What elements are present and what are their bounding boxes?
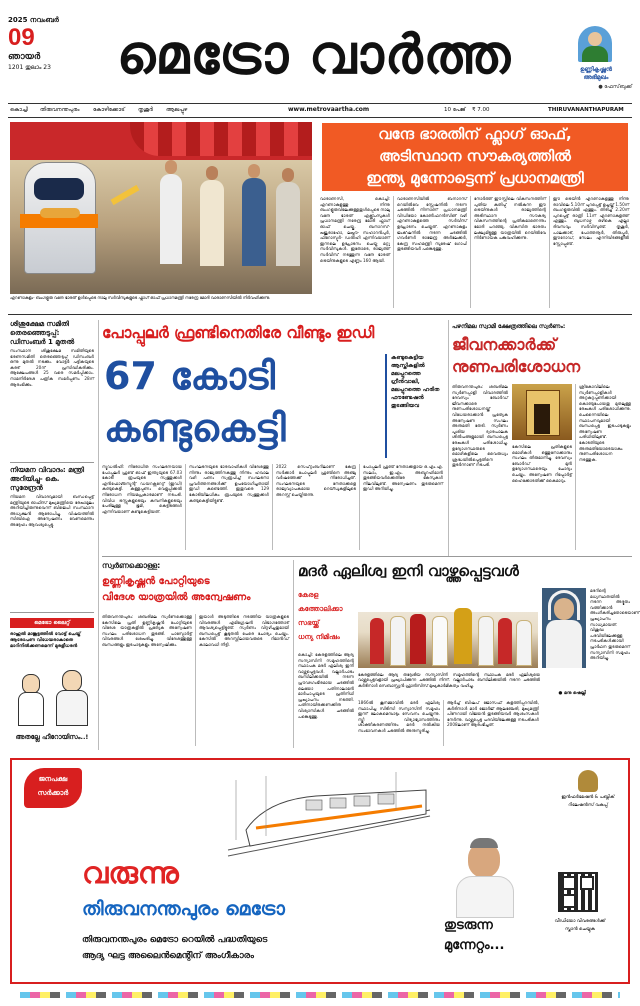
lead-headline xyxy=(322,123,628,191)
lead-body-col3: നോര്‍ത്ത് ഈസ്റ്റിലെ വികസനത്തിന് പുതിയ കുതിപ്പ് നൽകുന്ന ഈ ട്രെയിനുകൾ രാജ്യത്തിന്റെ അടിസ്ഥാന സൗകര്യ വികസനത്തിന്റെ പ്രതീകമാണെന്നും മോദി പറഞ്ഞു. വികസിത ഭാരതം ലക്ഷ്യമിട്ടുള്ള യാത്രയിൽ റെയിൽവേ നിർണായക പങ്കുവഹിക്കുന്നു. xyxy=(474,196,546,241)
aleesha-body-col3: ആർച്ച് ബിഷപ് ജോസഫ് കളത്തിപ്പറമ്പിൽ, കർദിനാൾ മാർ ജോർജ് ആലഞ്ചേരി, മുഖ്യമന്ത്രി പിണറായി വിജയൻ തുടങ്ങിയവർ ആശംസകൾ നേർന്നു. വാഴ്ത്തപ്പെട്ട പദവിയിലേക്കുള്ള നടപടികൾ 2008ലാണ് ആരംഭിച്ചത്. xyxy=(447,700,539,728)
aleesha-photo xyxy=(358,588,538,668)
swarna-body-col1: തിരുവനന്തപുരം: ശബരിമല സ്വർണക്കൊള്ള കേസിലെ പ്രതി ഉണ്ണികൃഷ്ണൻ പോറ്റിയുടെ വിദേശ യാത്രകളിൽ പ്രത്യേക അന്വേഷണ സംഘം പരിശോധന തുടങ്ങി. പാസ്പോർട്ട് വിവരങ്ങൾ ശേഖരിച്ചു. വിദേശത്തുള്ള ബന്ധങ്ങളും ഇടപാടുകളും അന്വേഷിക്കും. xyxy=(102,614,192,647)
city: THIRUVANANTHAPURAM xyxy=(548,107,624,113)
malayalam-date: 1201 തുലാം 23 xyxy=(8,64,51,71)
weekday: ഞായർ xyxy=(8,52,41,62)
advert-line2: തിരുവനന്തപുരം മെട്രോ xyxy=(82,898,285,920)
masthead-title: മെട്രോ വാർത്ത xyxy=(116,23,512,86)
aleesha-sub-line2: കത്തോലിക്കാ xyxy=(298,605,343,613)
qr-code[interactable] xyxy=(558,872,598,912)
sabarimala-body-col1: തിരുവനന്തപുരം: ശബരിമല സ്വർണപ്പാളി വിവാദത്തിൽ ദേവസ്വം ബോർഡ് ജീവനക്കാരെ നുണപരിശോധനയ്ക്ക് വിധേയരാക്കാൻ പ്രത്യേക അന്വേഷണ സംഘം അനുമതി തേടി. സ്വർണം പൂശിയ ദ്വാരപാലക ശിൽപങ്ങളുമായി ബന്ധപ്പെട്ട രേഖകൾ പരിശോധിച്ചു. ഉദ്യോഗസ്ഥരുടെ മൊഴികളിലെ വൈരുധ്യം ശ്രദ്ധയിൽപ്പെട്ടതിനെ തുടർന്നാണ് നടപടി. xyxy=(452,384,508,468)
advert-badge-line2: സർക്കാർ xyxy=(37,789,69,797)
temple-photo xyxy=(512,384,572,440)
swarna-body-col2: ഇയാൾ അടുത്തിടെ നടത്തിയ യാത്രകളുടെ വിവരങ്ങൾ എമിഗ്രേഷൻ വിഭാഗത്തോട് ആവശ്യപ്പെട്ടിട്ടുണ്ട്. സ്വർണം വിറ്റഴിച്ചതുമായി ബന്ധപ്പെട്ട് കൂടുതൽ പേരെ ചോദ്യം ചെയ്യും. കേസിൽ അറസ്റ്റിലായവരുടെ റിമാൻഡ് കാലാവധി നീട്ടി. xyxy=(199,614,289,647)
color-registration-bar xyxy=(20,992,620,998)
day-number: 09 xyxy=(8,24,35,51)
cartoon-figure-1 xyxy=(16,674,44,724)
promo-photo xyxy=(578,26,612,62)
aleesha-photo-credit: ● മനു ഷെല്ലി xyxy=(558,691,586,696)
advert-slogan-line1: തുടരുന്ന xyxy=(444,918,493,933)
qr-caption-line2: സ്കാൻ ചെയ്യുക xyxy=(565,927,595,932)
aleesha-body-col1: കൊച്ചി: കേരളത്തിലെ ആദ്യ സന്യാസിനി സമൂഹത്തിന്റെ സ്ഥാപക മദർ ഏലിശ്വ ഇനി വാഴ്ത്തപ്പെട്ടവൾ. വല്ലാർപാടം ബസിലിക്കയിൽ നടന്ന പ്രൗഢഗംഭീരമായ ചടങ്ങിൽ ലെയോ പതിനാലാമൻ മാർപാപ്പയുടെ പ്രതിനിധി പ്രഖ്യാപനം നടത്തി. പതിനായിരക്കണക്കിനു വിശ്വാസികൾ ചടങ്ങിൽ പങ്കെടുത്തു. xyxy=(298,652,354,719)
aleesha-sub-line4: ധന്യ നിമിഷം xyxy=(298,633,340,641)
advert-subtext-line2: ആദ്യ ഘട്ട അലൈൻമെന്റിന് അംഗീകാരം xyxy=(82,951,254,961)
brief1-body: സംസ്ഥാന ശിശുക്ഷേമ സമിതിയുടെ ഭരണസമിതി തെരഞ്ഞെടുപ്പ് ഡിസംബർ ഒന്നു മുതൽ നടക്കും. വോട്ടർ പട്ടികയുടെ കരട് 20ന് പ്രസിദ്ധീകരിക്കും. ആക്ഷേപങ്ങൾ 25 വരെ സമർപ്പിക്കാം. നാമനിർദേശ പത്രിക സമർപ്പണം 28ന് ആരംഭിക്കും. xyxy=(10,348,94,387)
swarna-headline-line1: ഉണ്ണികൃഷ്ണൻ പോറ്റിയുടെ xyxy=(102,576,210,587)
promo-line3: ● ഫേസ്‌ബുക്ക് xyxy=(598,84,632,90)
aleesha-sub xyxy=(298,588,354,650)
ed-body-col2: സംഘടനയുടെ ഭാരവാഹികൾ വിദേശത്തു നിന്നും രാജ്യത്തിനകത്തു നിന്നും ഹവാല വഴി പണം സ്വരൂപിച്ച് സംഘടനാ പ്രവർത്തനങ്ങൾക്ക് ഉപയോഗിച്ചതായി ഇഡി കണ്ടെത്തി. ഇതുവരെ 129 കോടിയിലധികം രൂപയുടെ സ്വത്തുക്കൾ കണ്ടുകെട്ടിയിട്ടുണ്ട്. xyxy=(189,464,269,503)
year-month: 2025 നവംബർ xyxy=(8,16,59,24)
sabarimala-body-col2: കേസിലെ പ്രതികളുടെ മൊഴികൾ ഒത്തുനോക്കാനും സംഘം തീരുമാനിച്ചു. ദേവസ്വം ബോർഡ് മുൻ ഉദ്യോഗസ്ഥരെയും ചോദ്യം ചെയ്യും. അന്വേഷണ റിപ്പോർട്ട് ഹൈക്കോടതിക്ക് കൈമാറും. xyxy=(512,444,572,483)
ed-side-quote: കണ്ടുകെട്ടിയ ആസ്തികളിൽ മലപ്പുറത്തെ ഗ്രീൻവാലി, മലപ്പുറത്തെ ഹരിത ഫൗണ്ടേഷൻ തുടങ്ങിയവ xyxy=(385,354,445,458)
promo-line1: ഉണ്ണികൃഷ്ണൻ xyxy=(580,66,612,73)
advert-line1: വരുന്നു xyxy=(82,856,179,891)
aleesha-headline: മദർ ഏലിശ്വ ഇനി വാഴ്ത്തപ്പെട്ടവൾ xyxy=(298,562,519,580)
advert-dept-line1: ഇൻഫർമേഷൻ & പബ്ലിക് xyxy=(561,795,615,800)
brief2-title: നിയമന വിവാദം: മന്ത്രി അറിയിച്ചു- കെ. സുരേന്ദ്രൻ xyxy=(10,466,84,492)
cartoon-figure-2 xyxy=(54,670,88,724)
ed-body-col4: പോപ്പുലർ ഫ്രണ്ട് നേതാക്കളായ ഒ.എം.എ. സലാം, ഇ.എം. അബ്ദുറഹിമാൻ തുടങ്ങിയവർക്കെതിരേ കേസുകൾ നിലവിലുണ്ട്. അന്വേഷണം തുടരുമെന്ന് ഇഡി അറിയിച്ചു. xyxy=(363,464,443,492)
lead-photo xyxy=(10,122,312,294)
advert-badge xyxy=(24,768,82,808)
brief1-title: ശിശുക്ഷേമ സമിതി തെരഞ്ഞെടുപ്പ്: ഡിസംബർ 1 മുതൽ xyxy=(10,320,75,346)
dept-emblem-icon xyxy=(578,770,598,792)
swarna-headline xyxy=(102,574,288,608)
qr-caption-line1: വീഡിയോ വിവരങ്ങൾക്ക് xyxy=(554,919,606,924)
sabarimala-headline-line2: നുണപരിശോധന xyxy=(452,357,581,376)
lead-body-col1: വാരാണസി, കൊച്ചി: എറണാകുളത്തു നിന്നു ബംഗളൂരുവിലേക്കുള്ളതുൾപ്പെടെ നാലു വന്ദേ ഭാരത് എക്സ്പ്രസുകൾ പ്രധാനമന്ത്രി നരേന്ദ്ര മോദി ഫ്ലാഗ് ഓഫ് ചെയ്തു. ബനാറസ്- ഖജുരാഹോ, ലഖ്നൗ- സഹാറൻപുർ, ഫിറോസ്പുർ- ഡൽഹി എന്നിവയാണ് ഇന്നലെ ഉദ്ഘാടനം ചെയ്ത മറ്റു സർവീസുകൾ. ഇതോടെ, രാജ്യത്ത് സർവീസ് നടത്തുന്ന വന്ദേ ഭാരത് ട്രെയിനുകളുടെ എണ്ണം 160 ആയി. xyxy=(320,196,390,263)
lead-body-col2: വാരാണസിയിൽ ബനാറസ് റെയിൽവേ സ്റ്റേഷനിൽ നടന്ന ചടങ്ങിൽ നിന്നാണ് പ്രധാനമന്ത്രി വിഡിയോ കോൺഫറൻസിങ് വഴി എറണാകുളത്തെ സർവീസ് ഉദ്ഘാടനം ചെയ്തത്. എറണാകുളം ജംക്‌ഷനിൽ നടന്ന ചടങ്ങിൽ ഗവർണർ രാജേന്ദ്ര അർലേക്കർ, കേന്ദ്ര സഹമന്ത്രി സുരേഷ് ഗോപി തുടങ്ങിയവർ പങ്കെടുത്തു. xyxy=(397,196,467,252)
advert[interactable] xyxy=(10,758,630,984)
edition-bar xyxy=(8,104,632,116)
edition-1[interactable]: തിരുവനന്തപുരം xyxy=(40,107,80,113)
cartoon-box xyxy=(10,618,94,748)
advert-subtext-line1: തിരുവനന്തപുരം മെട്രോ റെയിൽ പദ്ധതിയുടെ xyxy=(82,935,268,945)
brief2-body: നിയമന വിവാദവുമായി ബന്ധപ്പെട്ട് മന്ത്രിയുടെ ഓഫിസ് മുഖ്യമന്ത്രിയെ രേഖാമൂലം അറിയിച്ചിരുന്നുവെന്ന് ബിജെപി സംസ്ഥാന അധ്യക്ഷൻ ആരോപിച്ചു. വിഷയത്തിൽ സിബിഐ അന്വേഷണം വേണമെന്നും അദ്ദേഹം ആവശ്യപ്പെട്ടു. xyxy=(10,494,94,527)
masthead-promo[interactable] xyxy=(560,26,632,98)
ed-headline: പോപ്പുലർ ഫ്രണ്ടിനെതിരേ വീണ്ടും ഇഡി xyxy=(102,324,375,342)
promo-line2: അഭിമുഖം xyxy=(583,74,609,81)
sabarimala-body-col3: ശ്രീകോവിലിലെ സ്വർണപ്പാളികൾ അറ്റകുറ്റപ്പണിക്കായി കൊണ്ടുപോയതു മുതലുള്ള രേഖകൾ പരിശോധിക്കുന്നു. ചെന്നൈയിലെ സ്ഥാപനവുമായി ബന്ധപ്പെട്ട ഇടപാടുകളും അന്വേഷണ പരിധിയിലുണ്ട്. കോടതിയുടെ അനുമതിയോടെയാകും നുണപരിശോധന നടത്തുക. xyxy=(579,384,631,462)
swarna-kicker: സ്വർണക്കൊള്ള: xyxy=(102,561,161,570)
website[interactable]: www.metrovaartha.com xyxy=(288,106,370,113)
lead-headline-line3: ഇന്ത്യ മുന്നോട്ടെന്ന് പ്രധാനമന്ത്രി xyxy=(366,169,584,187)
advert-dept-line2: റിലേഷൻസ് വകുപ്പ് xyxy=(568,803,608,808)
edition-2[interactable]: കോഴിക്കോട് xyxy=(93,107,125,113)
sabarimala-headline-line1: ജീവനക്കാർക്ക് xyxy=(452,335,557,354)
aleesha-body-col4: മദറിന്റെ മധ്യസ്ഥതയിൽ നടന്ന അദ്ഭുതം വത്തിക്കാൻ അംഗീകരിച്ചതോടെയാണ് പ്രഖ്യാപനം സാധ്യമായത്. വിശുദ്ധ പദവിയിലേക്കുള്ള നടപടികൾക്കായി പ്രാർഥന തുടരുമെന്ന് സന്യാസിനി സമൂഹം അറിയിച്ചു. xyxy=(590,588,640,661)
advert-slogan xyxy=(444,916,534,960)
ed-body-col3: 2022 സെപ്റ്റംബറിലാണ് കേന്ദ്ര സർക്കാർ പോപ്പുലർ ഫ്രണ്ടിനെ അഞ്ചു വർഷത്തേക്ക് നിരോധിച്ചത്. സംഘടനയുടെ നേതാക്കളെ രാജ്യവ്യാപകമായ റെയ്ഡുകളിലൂടെ അറസ്റ്റ് ചെയ്തിരുന്നു. xyxy=(276,464,356,497)
lead-photo-caption: എറണാകുളം- ബംഗളൂരു വന്ദേ ഭാരത് ഉൾപ്പെടെ നാലു സർവീസുകളുടെ ഫ്ലാഗ് ഓഫ് പ്രധാനമന്ത്രി നരേന്ദ്ര മോദി വാരാണസിയിൽ നിർവഹിക്കുന്നു. xyxy=(10,295,271,300)
lead-headline-line2: അടിസ്ഥാന സൗകര്യത്തിൽ xyxy=(379,147,571,165)
advert-portrait xyxy=(454,838,514,912)
pages: 10 പേജ് xyxy=(444,107,466,113)
edition-0[interactable]: കൊച്ചി xyxy=(10,107,28,113)
cartoon-label: മെട്രോ ലൈറ്റ് xyxy=(10,618,94,628)
ed-big-line1: 67 കോടി xyxy=(104,354,276,398)
aleesha-photo-caption: കേരളത്തിലെ ആദ്യ തദ്ദേശീയ സന്യാസിനി സമൂഹത്തിന്റെ സ്ഥാപക മദർ ഏലിശ്വയെ വാഴ്ത്തപ്പെട്ടവളായി പ്രഖ്യാപിക്കുന്ന ചടങ്ങിൽ നിന്ന്. വല്ലാർപാടം ബസിലിക്കയിൽ നടന്ന ചടങ്ങിൽ കർദിനാൾ സെബാസ്റ്റ്യൻ ഫ്രാൻസിസ് മുഖ്യകാർമികത്വം വഹിച്ചു. xyxy=(358,672,540,688)
advert-slogan-line2: മുന്നേറ്റം... xyxy=(444,938,505,953)
cartoon-text: രാഹുൽ മാങ്കൂട്ടത്തിൽ വോട്ട് ചെയ്ത് ആരോപണ വിധേയരാകാതെ മാറിനിൽക്കണമെന്ന് മുരളീധരൻ xyxy=(10,632,81,649)
sabarimala-kicker: പഴനിമല സ്വാമി ക്ഷേത്രത്തിലെ സ്വർണം: xyxy=(452,323,566,330)
aleesha-body-col2: 1866ൽ കൂനമ്മാവിൽ മദർ ഏലിശ്വ സ്ഥാപിച്ച സിടിസി സന്യാസിനി സമൂഹം ഇന്ന് ലോകമെമ്പാടും സേവനം ചെയ്യുന്നു. സ്ത്രീ വിദ്യാഭ്യാസത്തിനും ശാക്തീകരണത്തിനും മദർ നൽകിയ സംഭാവനകൾ ചടങ്ങിൽ അനുസ്മരിച്ചു. xyxy=(358,700,440,733)
ed-body-col1: ന്യൂഡൽഹി: നിരോധിത സംഘടനയായ പോപ്പുലർ ഫ്രണ്ട് ഓഫ് ഇന്ത്യയുടെ 67.03 കോടി രൂപയുടെ സ്വത്തുക്കൾ എൻഫോഴ്സ്മെന്റ് ഡയറക്റ്ററേറ്റ് (ഇഡി) കണ്ടുകെട്ടി. കള്ളപ്പണം വെളുപ്പിക്കൽ നിരോധന നിയമപ്രകാരമാണ് നടപടി. വിവിധ ട്രസ്റ്റുകളുടെയും കമ്പനികളുടെയും പേരിലുള്ള ഭൂമി, കെട്ടിടങ്ങൾ എന്നിവയാണ് കണ്ടുകെട്ടിയത്. xyxy=(102,464,182,514)
swarna-headline-line2: വിദേശ യാത്രയിൽ അന്വേഷണം xyxy=(102,592,251,603)
ed-big-line2: കണ്ടുകെട്ടി xyxy=(104,406,286,450)
edition-4[interactable]: ആലപ്പുഴ xyxy=(166,107,188,113)
price: ₹ 7.00 xyxy=(472,107,490,113)
metro-train-illustration xyxy=(226,770,432,862)
lead-headline-line1: വന്ദേ ഭാരതിന് ഫ്ലാഗ് ഓഫ്, xyxy=(378,125,572,143)
cartoon-punch: അതല്ലേ ഹീറോയിസം..! xyxy=(15,733,89,741)
aleesha-portrait xyxy=(542,588,586,668)
date-block xyxy=(8,16,72,98)
advert-badge-line1: ജനപക്ഷ xyxy=(38,775,68,783)
edition-3[interactable]: തൃശൂർ xyxy=(138,107,153,113)
ed-big-headline xyxy=(104,350,382,456)
lead-body-col4: ഈ ട്രെയിൻ എറണാകുളത്തു നിന്നു രാവിലെ 5.10ന് പുറപ്പെട്ട് ഉച്ചയ്ക്ക് 1.50ന് ബംഗളൂരുവിൽ എത്തും. തിരിച്ച് 2.20ന് പുറപ്പെട്ട് രാത്രി 11ന് എറണാകുളത്ത് എത്തും. ബുധനാഴ്ച ഒഴികെ എല്ലാ ദിവസവും സർവീസുണ്ട്. തൃശൂർ, പാലക്കാട്, പോത്തനൂർ, തിരുപ്പൂർ, ഈറോഡ്, സേലം എന്നിവിടങ്ങളിൽ സ്റ്റോപ്പുണ്ട്. xyxy=(553,196,629,246)
sabarimala-headline xyxy=(452,334,630,378)
aleesha-sub-line3: സഭയ്ക്ക് xyxy=(298,619,320,627)
aleesha-sub-line1: കേരള xyxy=(298,591,319,599)
